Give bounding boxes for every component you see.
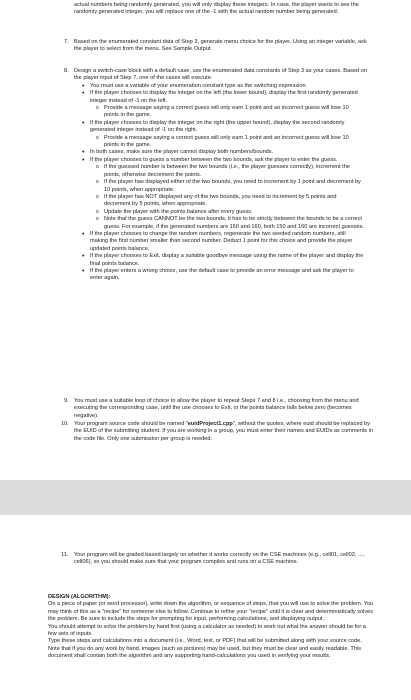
bullet: • You must use a variable of your enumeration constant type as the switching expression.	[80, 83, 364, 90]
design-paragraph-1: On a piece of paper (or word processor), write down the algorithm, or sequence of steps, that you will use to solve the problem. You may think of this as a "recipe" for someone else to follow. Continue to refine your "recipe" until it is clear and deterministically solves the problem. Be sure to include the steps for prompting for input, performing calculations, and displaying output.	[48, 601, 374, 623]
step-11-text: Your program will be graded based largely on whether it works correctly on the CSE machines (e.g., cell01, cell02, ..., cell06), so you should make sure that your program compiles and runs on a CSE machine.	[74, 552, 365, 566]
step-11-number: 11.	[61, 552, 69, 558]
step-9	[64, 398, 374, 420]
sub-bullet: o Provide a message saying a correct guess will only earn 1 point and an incorrect guess will lose 10 points in the game.	[96, 105, 364, 120]
step-8	[64, 68, 374, 283]
design-heading: DESIGN (ALGORITHM):	[48, 594, 111, 600]
step-7-text: Based on the enumerated constant data of Step 3, generate menu choice for the player. Using an integer variable, ask the player to select from the menu. See Sample Output.	[74, 39, 367, 53]
page-separator	[0, 480, 411, 515]
bullet: • If the player chooses to display the integer on the left (the lower bound), display the first randomly generated integer instead of -1 on the left. o Provide a message saying a correct guess will only earn 1 point and an incorrect guess will lose 10 points in the game.	[80, 90, 364, 120]
intro-text: actual numbers being randomly generated, you will only display these integers. In case, the player wants to see the randomly generated integer, you will replace one of the -1 with the actual random number being generated.	[74, 2, 359, 16]
bullet: • If the player enters a wrong choice, use the default case to provide an error message and ask the player to enter again.	[80, 268, 364, 283]
step-8-number: 8.	[64, 68, 69, 74]
step-9-number: 9.	[64, 398, 69, 404]
source-filename: euidProject1.cpp	[187, 421, 233, 427]
step-10-number: 10.	[61, 421, 69, 427]
bullet: • If the player chooses to guess a number between the two bounds, ask the player to enter the guess. o If the guessed number is between the two bounds (i.e., the player guesses correctly), increment the points, otherwise decrement the points. o If the player has displayed either of the two bounds, you need to increment by 1 point and decrement by 10 points, when appropriate. o If the player has NOT displayed any of the two bounds, you need to increment by 5 points and decrement by 5 points, when appropriate. o Update the player with the points balance after every guess. o Note that the guess CANNOT be the two bounds, it has to be strictly between the bounds to be a correct guess. For example, if the generated numbers are 150 and 160, both 150 and 160 are incorrect guesses.	[80, 157, 364, 231]
step-9-text: You must use a suitable loop of choice to allow the player to repeat Steps 7 and 8 i.e., choosing from the menu and executing the corresponding case, until the use chooses to Exit, or the points balance falls below zero (becomes negative).	[74, 398, 359, 419]
sub-bullet: o Note that the guess CANNOT be the two bounds, it has to be strictly between the bounds to be a correct guess. For example, if the generated numbers are 150 and 160, both 150 and 160 are incorrect guesses.	[96, 216, 364, 231]
step-10-text: Your program source code should be named "euidProject1.cpp", without the quotes, where euid should be replaced by the EUID of the submitting student. If you are working in a group, you must enter their names and EUIDs as comments in the code file. Only one submission per group is needed.	[74, 421, 374, 442]
sub-bullet: o Provide a message saying a correct guess will only earn 1 point and an incorrect guess will lose 10 points in the game.	[96, 135, 364, 150]
design-paragraph-2: You should attempt to solve the problem by hand first (using a calculator as needed) to work out what the answer should be for a few sets of inputs.	[48, 623, 366, 638]
sub-bullet: o If the guessed number is between the two bounds (i.e., the player guesses correctly), increment the points, otherwise decrement the points.	[96, 164, 364, 179]
step-8-bullets	[80, 83, 364, 283]
sub-bullet: o Update the player with the points balance after every guess.	[96, 209, 364, 216]
bullet: • If the player chooses to change the random numbers, regenerate the two seeded random numbers, still making the first number smaller than second number. Deduct 1 point for this choice and provide the player updated points balance.	[80, 231, 364, 253]
step-7-number: 7.	[64, 39, 69, 45]
step-10	[61, 421, 374, 443]
bullet: • In both cases, make sure the player cannot display both numbers/bounds.	[80, 149, 364, 156]
step-8-text: Design a switch-case block with a default case, use the enumerated data constants of Step 3 as your cases. Based on the player input of Step 7, one of the cases will execute.	[74, 68, 367, 82]
sub-bullet: o If the player has displayed either of the two bounds, you need to increment by 1 point and decrement by 10 points, when appropriate.	[96, 179, 364, 194]
design-paragraph-3: Type these steps and calculations into a document (i.e., Word, text, or PDF) that will be submitted along with your source code. Note that if you do any work by hand, images (such as pictures) may be used, but they must be clear and easily readable. This document shall contain both the algorithm and any supporting hand-calculations you used in verifying your results.	[48, 638, 362, 660]
bullet: • If the player chooses to Exit, display a suitable goodbye message using the name of the player and display the final points balance.	[80, 253, 364, 268]
document-page-2	[0, 515, 411, 700]
design-section	[48, 594, 374, 661]
step-11	[61, 552, 374, 567]
bullet: • If the player chooses to display the integer on the right (the upper bound), display the second randomly generated integer instead of -1 on the right. o Provide a message saying a correct guess will only earn 1 point and an incorrect guess will lose 10 points in the game.	[80, 120, 364, 150]
intro-paragraph	[74, 2, 374, 17]
sub-bullet: o If the player has NOT displayed any of the two bounds, you need to increment by 5 points and decrement by 5 points, when appropriate.	[96, 194, 364, 209]
step-7	[64, 39, 374, 54]
